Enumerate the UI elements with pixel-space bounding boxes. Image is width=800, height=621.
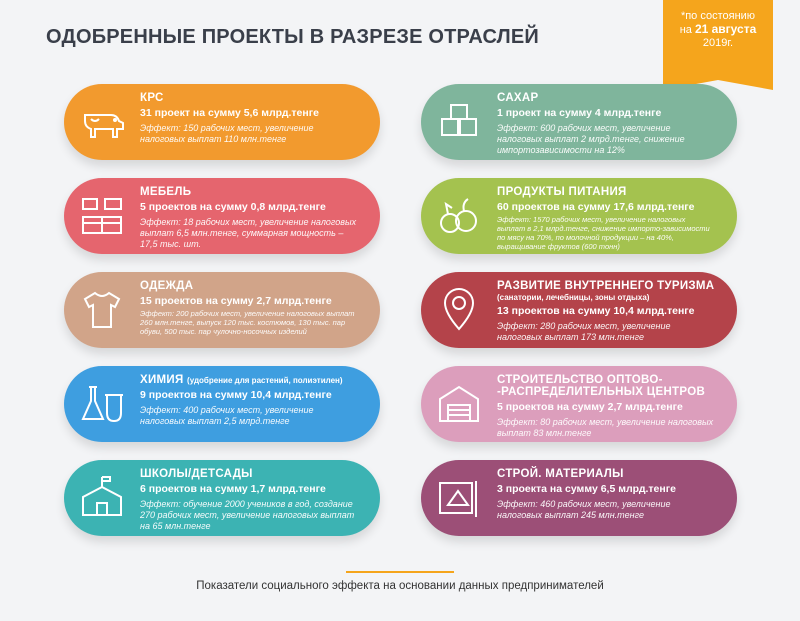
card-odezhda <box>64 272 380 348</box>
card-amount: 5 проектов на сумму 0,8 млрд.тенге <box>140 201 326 213</box>
card-name: РАЗВИТИЕ ВНУТРЕННЕГО ТУРИЗМА <box>497 280 715 292</box>
card-stroitelstvo <box>421 366 737 442</box>
card-amount: 9 проектов на сумму 10,4 млрд.тенге <box>140 389 332 401</box>
card-effect: Эффект: 280 рабочих мест, увеличение налоговых выплат 173 млн.тенге <box>497 321 671 342</box>
card-name: ХИМИЯ <box>140 374 184 386</box>
card-effect: Эффект: обучение 2000 учеников в год, создание 270 рабочих мест, увеличение налоговых выплат на 65 млн.тенге <box>140 499 355 531</box>
card-effect: Эффект: 400 рабочих мест, увеличение налоговых выплат 2,5 млрд.тенге <box>140 405 314 426</box>
vegetables-icon <box>426 183 492 249</box>
flask-icon <box>69 371 135 437</box>
school-icon <box>69 465 135 531</box>
footer-divider <box>346 571 454 573</box>
card-name: КРС <box>140 92 164 104</box>
clothes-icon <box>69 277 135 343</box>
card-amount: 60 проектов на сумму 17,6 млрд.тенге <box>497 201 695 213</box>
card-sub: (санатории, лечебницы, зоны отдыха) <box>497 293 650 302</box>
card-effect: Эффект: 200 рабочих мест, увеличение налоговых выплат 260 млн.тенге, выпуск 120 тыс. костюмов, 130 тыс. пар обуви, 500 тыс. пар чулочно-носочных изделий <box>140 309 355 336</box>
badge-year: 2019г. <box>702 37 734 49</box>
card-amount: 13 проектов на сумму 10,4 млрд.тенге <box>497 305 695 317</box>
badge-date: 21 августа <box>694 22 757 36</box>
sugar-cubes-icon <box>426 89 492 155</box>
card-mebel <box>64 178 380 254</box>
map-pin-icon <box>426 277 492 343</box>
card-amount: 5 проектов на сумму 2,7 млрд.тенге <box>497 401 683 413</box>
warehouse-icon <box>426 371 492 437</box>
card-shkoly <box>64 460 380 536</box>
page-title: ОДОБРЕННЫЕ ПРОЕКТЫ В РАЗРЕЗЕ ОТРАСЛЕЙ <box>46 26 539 48</box>
badge-line2: на <box>679 24 692 36</box>
card-name: ШКОЛЫ/ДЕТСАДЫ <box>140 468 253 480</box>
card-effect: Эффект: 600 рабочих мест, увеличение налоговых выплат 2 млрд.тенге, снижение импортозависимости на 12% <box>497 123 685 155</box>
card-sahar <box>421 84 737 160</box>
card-effect: Эффект: 18 рабочих мест, увеличение налоговых выплат 6,5 млн.тенге, суммарная мощность – 17,5 тыс. шт. <box>140 217 357 249</box>
card-amount: 1 проект на сумму 4 млрд.тенге <box>497 107 662 119</box>
card-name: ПРОДУКТЫ ПИТАНИЯ <box>497 186 627 198</box>
card-amount: 3 проекта на сумму 6,5 млрд.тенге <box>497 483 676 495</box>
badge-date-line <box>663 23 773 37</box>
card-name-line <box>140 374 358 386</box>
card-effect: Эффект: 150 рабочих мест, увеличение налоговых выплат 110 млн.тенге <box>140 123 314 144</box>
card-name: ОДЕЖДА <box>140 280 194 292</box>
card-effect: Эффект: 460 рабочих мест, увеличение налоговых выплат 245 млн.тенге <box>497 499 671 520</box>
card-name: СТРОЙ. МАТЕРИАЛЫ <box>497 468 624 480</box>
card-effect: Эффект: 1570 рабочих мест, увеличение налоговых выплат в 2,1 млрд.тенге, снижение импорто-зависимости по мясу на 70%, по молочной продукции – на 40%, выращивание фруктов (600 тонн) <box>497 215 710 251</box>
card-stroymaterialy <box>421 460 737 536</box>
footer-note: Показатели социального эффекта на основании данных предпринимателей <box>196 580 604 592</box>
card-name: САХАР <box>497 92 539 104</box>
card-amount: 15 проектов на сумму 2,7 млрд.тенге <box>140 295 332 307</box>
card-krs <box>64 84 380 160</box>
furniture-icon <box>69 183 135 249</box>
card-effect: Эффект: 80 рабочих мест, увеличение налоговых выплат 83 млн.тенге <box>497 417 714 438</box>
card-himiya <box>64 366 380 442</box>
card-produkty <box>421 178 737 254</box>
cow-icon <box>69 89 135 155</box>
blueprint-icon <box>426 465 492 531</box>
card-name: МЕБЕЛЬ <box>140 186 192 198</box>
date-badge <box>663 0 773 80</box>
card-name-note: (удобрение для растений, полиэтилен) <box>187 376 343 385</box>
card-amount: 31 проект на сумму 5,6 млрд.тенге <box>140 107 319 119</box>
card-turizm <box>421 272 737 348</box>
badge-line1: *по состоянию <box>680 10 756 22</box>
card-amount: 6 проектов на сумму 1,7 млрд.тенге <box>140 483 326 495</box>
card-name: СТРОИТЕЛЬСТВО ОПТОВО- -РАСПРЕДЕЛИТЕЛЬНЫХ ЦЕНТРОВ <box>497 374 706 398</box>
